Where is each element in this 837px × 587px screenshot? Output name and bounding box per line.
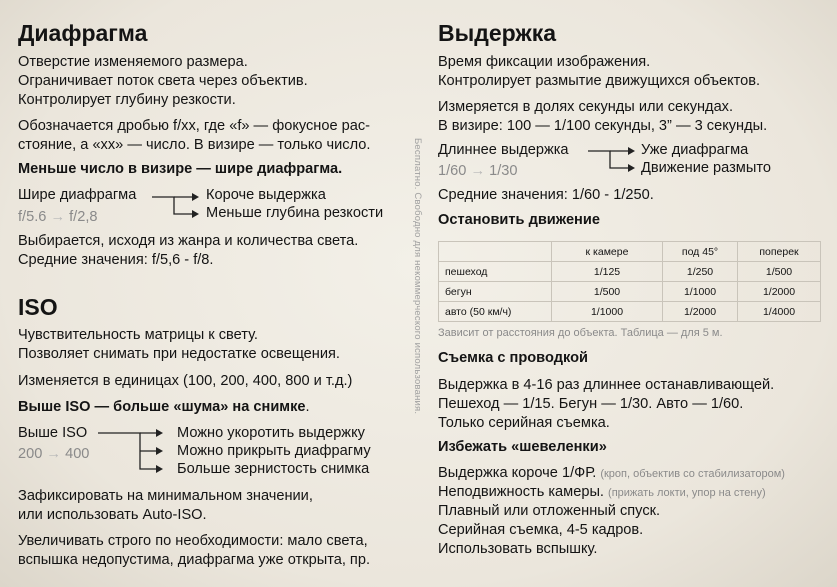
small-arrow-icon: → [470, 163, 486, 179]
aperture-rule: Меньше число в визире — шире диафрагма. [18, 161, 343, 177]
stop-motion-title: Остановить движение [438, 212, 600, 228]
branch-arrow-icon [98, 426, 168, 474]
table-cell: 1/250 [663, 262, 738, 282]
iso-fix: Зафиксировать на минимальном значении, [18, 488, 313, 504]
shake-text: Неподвижность камеры. [438, 484, 604, 500]
aperture-line: Отверстие изменяемого размера. [18, 54, 248, 70]
shake-line [438, 464, 785, 485]
table-cell: 1/500 [738, 262, 821, 282]
shutter-line: Время фиксации изображения. [438, 54, 651, 70]
iso-fix: или использовать Auto-ISO. [18, 507, 207, 523]
shutter-result: Движение размыто [641, 160, 771, 176]
shutter-example-from: 1/60 [438, 163, 467, 179]
aperture-result: Меньше глубина резкости [206, 205, 384, 221]
iso-result: Можно укоротить выдержку [177, 425, 365, 441]
iso-result: Можно прикрыть диафрагму [177, 443, 371, 459]
table-header-cell: к камере [552, 242, 663, 262]
table-row [439, 262, 821, 282]
table-header-cell: под 45° [663, 242, 738, 262]
table-cell: 1/2000 [663, 302, 738, 322]
aperture-choose: Средние значения: f/5,6 - f/8. [18, 252, 214, 268]
shutter-measure: В визире: 100 — 1/100 секунды, 3” — 3 секунды. [438, 118, 768, 134]
speed-table [438, 241, 821, 322]
table-cell: 1/2000 [738, 282, 821, 302]
shake-line: Серийная съемка, 4-5 кадров. [438, 522, 644, 538]
license-note: Бесплатно. Свободно для некоммерческого использования. [412, 138, 423, 415]
aperture-line: Контролирует глубину резкости. [18, 92, 236, 108]
shake-note: (прижать локти, упор на стену) [608, 487, 766, 499]
table-cell: бегун [439, 282, 552, 302]
table-cell: 1/1000 [663, 282, 738, 302]
iso-source: Выше ISO [18, 425, 88, 441]
iso-rule: Выше ISO — больше «шума» на снимке [18, 399, 306, 415]
table-cell: 1/4000 [738, 302, 821, 322]
iso-line: Позволяет снимать при недостатке освещения. [18, 346, 340, 362]
aperture-title: Диафрагма [18, 20, 148, 46]
table-cell: 1/1000 [552, 302, 663, 322]
aperture-line: Ограничивает поток света через объектив. [18, 73, 308, 89]
aperture-notation: Обозначается дробью f/xx, где «f» — фокусное рас- [18, 118, 371, 134]
shutter-avg: Средние значения: 1/60 - 1/250. [438, 187, 654, 203]
branch-arrow-icon [588, 144, 638, 174]
shutter-measure: Измеряется в долях секунды или секундах. [438, 99, 734, 115]
shake-text: Выдержка короче 1/ФР. [438, 465, 597, 481]
table-header-cell: поперек [738, 242, 821, 262]
aperture-notation: стояние, а «xx» — число. В визире — только число. [18, 137, 371, 153]
iso-increase: вспышка недопустима, диафрагма уже открыта, пр. [18, 552, 371, 568]
iso-rule-end: . [305, 399, 310, 415]
shake-line: Плавный или отложенный спуск. [438, 503, 661, 519]
iso-example-from: 200 [18, 446, 43, 462]
small-arrow-icon: → [50, 209, 66, 225]
shutter-source: Длиннее выдержка [438, 142, 569, 158]
iso-rule-line [18, 398, 310, 418]
shutter-result: Уже диафрагма [641, 142, 749, 158]
aperture-example-from: f/5.6 [18, 209, 47, 225]
small-arrow-icon: → [46, 446, 62, 462]
table-cell: 1/500 [552, 282, 663, 302]
iso-line: Чувствительность матрицы к свету. [18, 327, 258, 343]
aperture-choose: Выбирается, исходя из жанра и количества света. [18, 233, 359, 249]
branch-arrow-icon [152, 190, 202, 220]
iso-result: Больше зернистость снимка [177, 461, 370, 477]
table-cell: авто (50 км/ч) [439, 302, 552, 322]
shake-note: (кроп, объектив со стабилизатором) [600, 468, 785, 480]
table-cell: пешеход [439, 262, 552, 282]
shake-title: Избежать «шевеленки» [438, 439, 607, 455]
iso-example-to: 400 [65, 446, 90, 462]
aperture-source: Шире диафрагма [18, 187, 137, 203]
table-header-cell [439, 242, 552, 262]
shake-line: Использовать вспышку. [438, 541, 598, 557]
panning-title: Съемка с проводкой [438, 350, 588, 366]
aperture-example [18, 209, 98, 225]
table-row [439, 282, 821, 302]
iso-title: ISO [18, 294, 58, 320]
shutter-example-to: 1/30 [489, 163, 518, 179]
table-note: Зависит от расстояния до объекта. Таблица — для 5 м. [438, 327, 723, 339]
iso-increase: Увеличивать строго по необходимости: мало света, [18, 533, 368, 549]
shake-line [438, 483, 766, 504]
panning-line: Только серийная съемка. [438, 415, 610, 431]
table-row [439, 302, 821, 322]
table-header-row [439, 242, 821, 262]
aperture-example-to: f/2,8 [69, 209, 98, 225]
aperture-result: Короче выдержка [206, 187, 326, 203]
table-cell: 1/125 [552, 262, 663, 282]
iso-units: Изменяется в единицах (100, 200, 400, 800 и т.д.) [18, 373, 353, 389]
panning-line: Выдержка в 4-16 раз длиннее останавливающей. [438, 377, 775, 393]
iso-example [18, 446, 89, 462]
shutter-line: Контролирует размытие движущихся объектов. [438, 73, 761, 89]
shutter-example [438, 163, 518, 179]
panning-line: Пешеход — 1/15. Бегун — 1/30. Авто — 1/60. [438, 396, 744, 412]
shutter-title: Выдержка [438, 20, 556, 46]
